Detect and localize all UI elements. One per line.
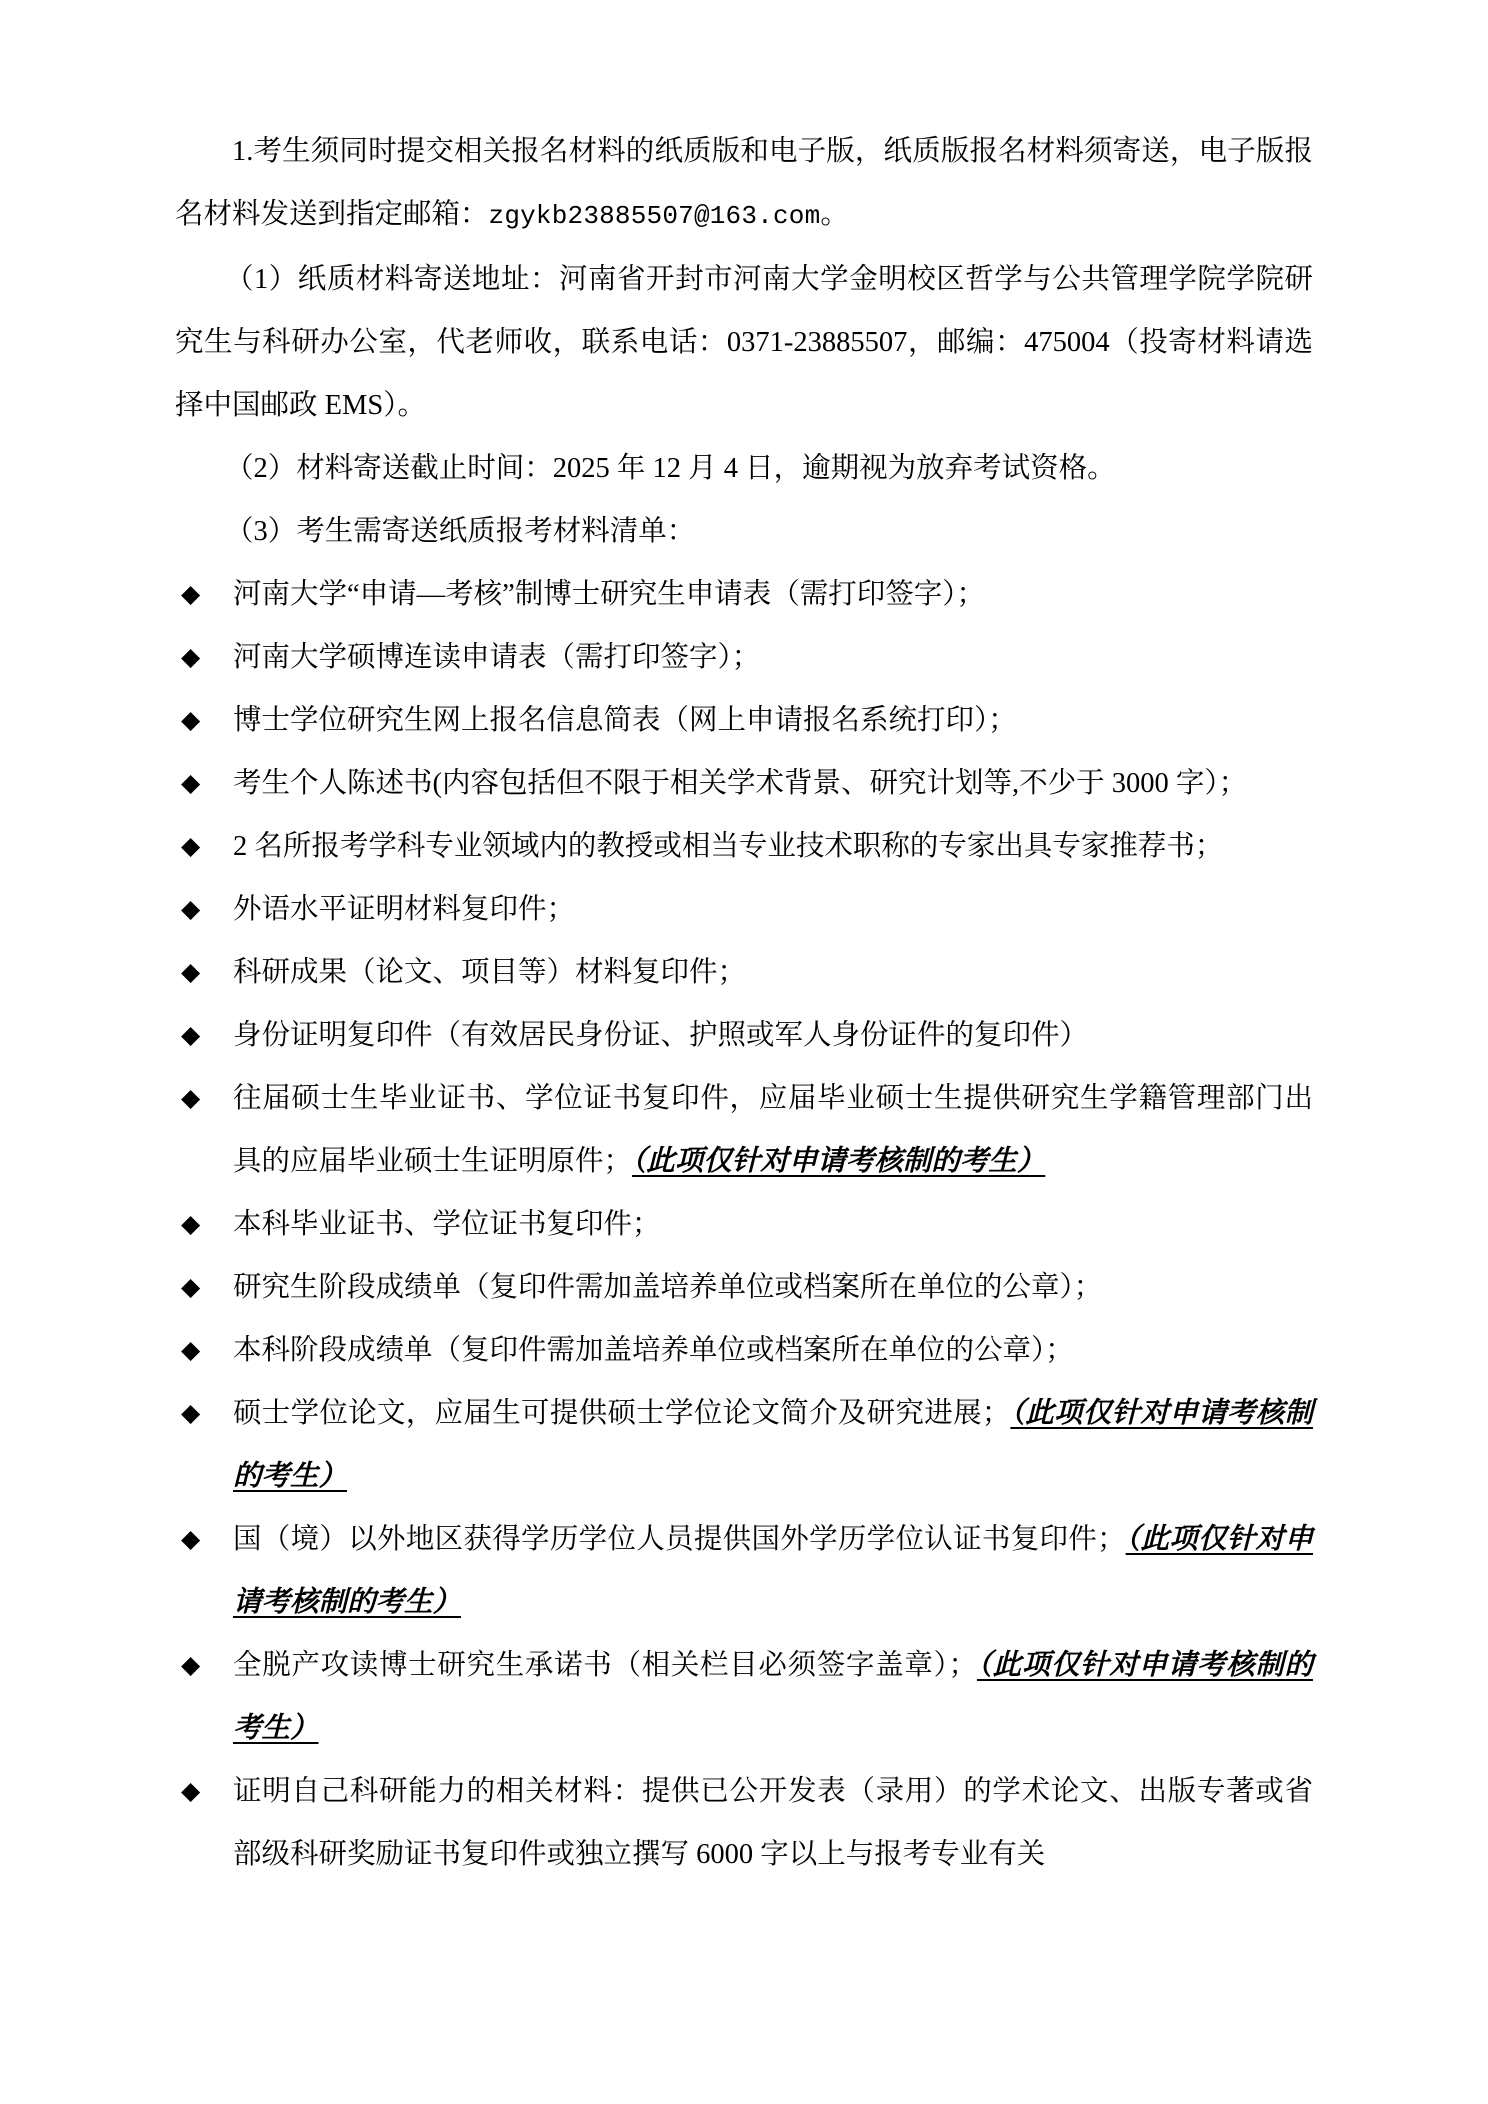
contact-email: zgykb23885507@163.com <box>488 201 821 231</box>
diamond-bullet-icon: ◆ <box>181 644 201 671</box>
list-item-text: 证明自己科研能力的相关材料：提供已公开发表（录用）的学术论文、出版专著或省部级科研奖励证书复印件或独立撰写 6000 字以上与报考专业有关 <box>233 1776 1313 1870</box>
list-item-emphasis: （此项仅针对申请考核制的考生） <box>233 1524 1313 1618</box>
diamond-bullet-icon: ◆ <box>181 1211 201 1238</box>
diamond-bullet-icon: ◆ <box>181 1400 201 1427</box>
list-item-text: 河南大学“申请—考核”制博士研究生申请表（需打印签字）； <box>233 579 986 610</box>
paragraph-1-text-before: 1.考生须同时提交相关报名材料的纸质版和电子版，纸质版报名材料须寄送，电子版报名材料发送到指定邮箱： <box>175 136 1313 230</box>
list-item-text: 考生个人陈述书(内容包括但不限于相关学术背景、研究计划等,不少于 3000 字）； <box>233 768 1248 799</box>
list-item-text: 国（境）以外地区获得学历学位人员提供国外学历学位认证书复印件； <box>233 1524 1126 1555</box>
list-item <box>175 815 1313 878</box>
diamond-bullet-icon: ◆ <box>181 581 201 608</box>
list-item-text: 河南大学硕博连读申请表（需打印签字）； <box>233 642 761 673</box>
diamond-bullet-icon: ◆ <box>181 1274 201 1301</box>
diamond-bullet-icon: ◆ <box>181 959 201 986</box>
checklist <box>175 563 1313 1886</box>
list-item-text: 本科阶段成绩单（复印件需加盖培养单位或档案所在单位的公章）； <box>233 1335 1074 1366</box>
diamond-bullet-icon: ◆ <box>181 770 201 797</box>
list-item <box>175 626 1313 689</box>
list-item-text: 本科毕业证书、学位证书复印件； <box>233 1209 661 1240</box>
list-item <box>175 941 1313 1004</box>
list-item-text: 硕士学位论文，应届生可提供硕士学位论文简介及研究进展； <box>233 1398 1011 1429</box>
diamond-bullet-icon: ◆ <box>181 1085 201 1112</box>
list-item-emphasis: （此项仅针对申请考核制的考生） <box>233 1398 1313 1492</box>
list-item <box>175 1004 1313 1067</box>
list-item <box>175 1256 1313 1319</box>
list-item <box>175 1382 1313 1508</box>
list-item-text: 全脱产攻读博士研究生承诺书（相关栏目必须签字盖章）； <box>233 1650 977 1681</box>
list-item-emphasis: （此项仅针对申请考核制的考生） <box>632 1146 1046 1177</box>
diamond-bullet-icon: ◆ <box>181 1022 201 1049</box>
diamond-bullet-icon: ◆ <box>181 707 201 734</box>
list-item-text: 科研成果（论文、项目等）材料复印件； <box>233 957 747 988</box>
list-item <box>175 1760 1313 1886</box>
document-body <box>175 120 1313 1886</box>
list-item <box>175 689 1313 752</box>
list-item-text: 2 名所报考学科专业领域内的教授或相当专业技术职称的专家出具专家推荐书； <box>233 831 1224 862</box>
paragraph-1 <box>175 120 1313 248</box>
diamond-bullet-icon: ◆ <box>181 1652 201 1679</box>
list-item <box>175 752 1313 815</box>
diamond-bullet-icon: ◆ <box>181 1526 201 1553</box>
list-item <box>175 1508 1313 1634</box>
diamond-bullet-icon: ◆ <box>181 896 201 923</box>
list-item-text: 往届硕士生毕业证书、学位证书复印件，应届毕业硕士生提供研究生学籍管理部门出具的应届毕业硕士生证明原件； <box>233 1083 1313 1177</box>
paragraph-4: （3）考生需寄送纸质报考材料清单： <box>225 516 696 547</box>
list-item <box>175 1319 1313 1382</box>
list-item <box>175 1634 1313 1760</box>
list-item-emphasis: （此项仅针对申请考核制的考生） <box>233 1650 1313 1744</box>
paragraph-1-text-after: 。 <box>820 199 849 230</box>
diamond-bullet-icon: ◆ <box>181 833 201 860</box>
list-item-text: 身份证明复印件（有效居民身份证、护照或军人身份证件的复印件） <box>233 1020 1089 1051</box>
list-item-text: 研究生阶段成绩单（复印件需加盖培养单位或档案所在单位的公章）； <box>233 1272 1103 1303</box>
list-item <box>175 878 1313 941</box>
list-item-text: 博士学位研究生网上报名信息简表（网上申请报名系统打印）； <box>233 705 1017 736</box>
list-item <box>175 1067 1313 1193</box>
list-item <box>175 563 1313 626</box>
list-item-text: 外语水平证明材料复印件； <box>233 894 576 925</box>
paragraph-2: （1）纸质材料寄送地址：河南省开封市河南大学金明校区哲学与公共管理学院学院研究生与科研办公室，代老师收，联系电话：0371-23885507，邮编：475004（投寄材料请选择中国邮政 EMS）。 <box>175 264 1313 421</box>
paragraph-3: （2）材料寄送截止时间：2025 年 12 月 4 日，逾期视为放弃考试资格。 <box>225 453 1116 484</box>
list-item <box>175 1193 1313 1256</box>
diamond-bullet-icon: ◆ <box>181 1337 201 1364</box>
diamond-bullet-icon: ◆ <box>181 1778 201 1805</box>
